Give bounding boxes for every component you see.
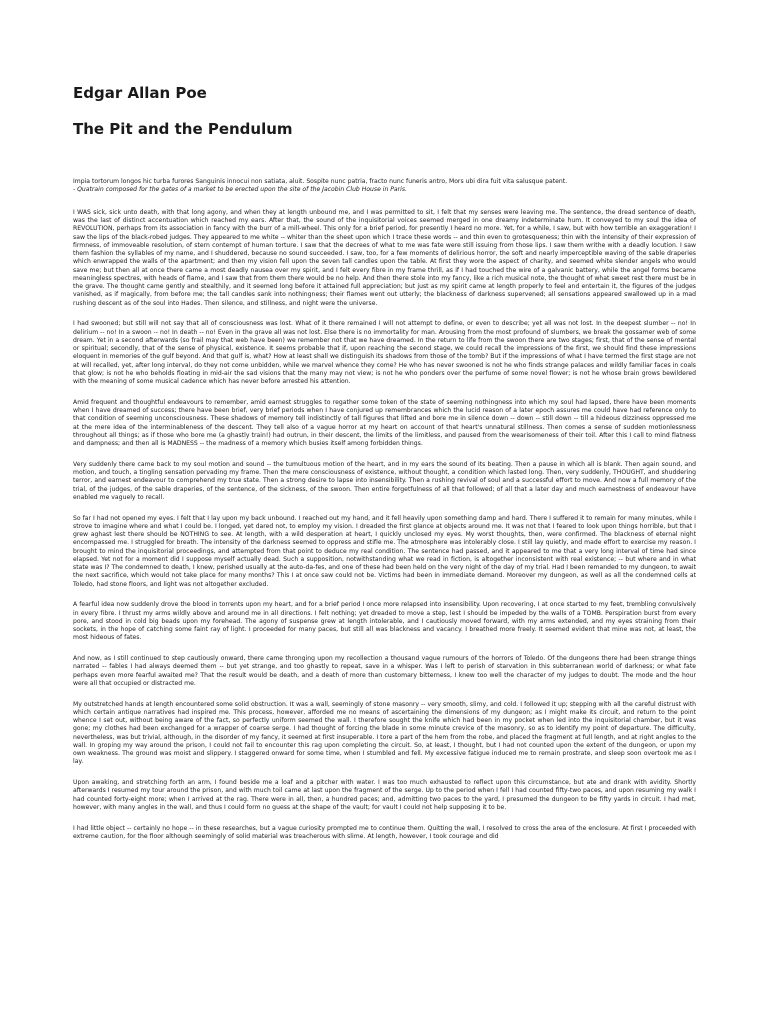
paragraph-5: So far I had not opened my eyes. I felt that I lay upon my back unbound. I reached out my hand, and it fell heavily upon something damp and hard. There I suffered it to remain for many minutes, while I strove to imagine where and what I could be. I longed, yet dared not, to employ my vision. I dreaded the first glance at objects around me. It was not that I feared to look upon things horrible, but that I grew aghast lest there should be NOTHING to see. At length, with a wild desperation at heart, I quickly unclosed my eyes. My worst thoughts, then, were confirmed. The blackness of eternal night encompassed me. I struggled for breath. The intensity of the darkness seemed to oppress and stifle me. The atmosphere was intolerably close. I still lay quietly, and made effort to exercise my reason. I brought to mind the inquisitorial proceedings, and attempted from that point to deduce my real condition. The sentence had passed, and it appeared to me that a very long interval of time had since elapsed. Yet not for a moment did I suppose myself actually dead. Such a supposition, notwithstanding what we read in fiction, is altogether inconsistent with real existence; -- but where and in what state was I? The condemned to death, I knew, perished usually at the auto-da-fes, and one of these had been held on the very night of the day of my trial. Had I been remanded to my dungeon, to await the next sacrifice, which would not take place for many months? This I at once saw could not be. Victims had been in immediate demand. Moreover my dungeon, as well as all the condemned cells at Toledo, had stone floors, and light was not altogether excluded. — [73, 514, 696, 588]
paragraph-6: A fearful idea now suddenly drove the blood in torrents upon my heart, and for a brief period I once more relapsed into insensibility. Upon recovering, I at once started to my feet, trembling convulsively in every fibre. I thrust my arms wildly above and around me in all directions. I felt nothing; yet dreaded to move a step, lest I should be impeded by the walls of a TOMB. Perspiration burst from every pore, and stood in cold big beads upon my forehead. The agony of suspense grew at length intolerable, and I cautiously moved forward, with my arms extended, and my eyes straining from their sockets, in the hope of catching some faint ray of light. I proceeded for many paces, but still all was blackness and vacancy. I breathed more freely. It seemed evident that mine was not, at least, the most hideous of fates. — [73, 601, 696, 642]
author-name: Edgar Allan Poe — [73, 84, 207, 102]
epigraph-caption: - Quatrain composed for the gates of a market to be erected upon the site of the Jacobin Club House in Paris. — [73, 186, 407, 194]
paragraph-1: I WAS sick, sick unto death, with that long agony, and when they at length unbound me, and I was permitted to sit, I felt that my senses were leaving me. The sentence, the dread sentence of death, was the last of distinct accentuation which reached my ears. After that, the sound of the inquisitorial voices seemed merged in one dreamy indeterminate hum. It conveyed to my soul the idea of REVOLUTION, perhaps from its association in fancy with the burr of a mill-wheel. This only for a brief period, for presently I heard no more. Yet, for a while, I saw, but with how terrible an exaggeration! I saw the lips of the black-robed judges. They appeared to me white -- whiter than the sheet upon which I trace these words -- and thin even to grotesqueness; thin with the intensity of their expression of firmness, of immoveable resolution, of stern contempt of human torture. I saw that the decrees of what to me was fate were still issuing from those lips. I saw them writhe with a deadly locution. I saw them fashion the syllables of my name, and I shuddered, because no sound succeeded. I saw, too, for a few moments of delirious horror, the soft and nearly imperceptible waving of the sable draperies which enwrapped the walls of the apartment; and then my vision fell upon the seven tall candles upon the table. At first they wore the aspect of charity, and seemed white slender angels who would save me; but then all at once there came a most deadly nausea over my spirit, and I felt every fibre in my frame thrill, as if I had touched the wire of a galvanic battery, while the angel forms became meaningless spectres, with heads of flame, and I saw that from them there would be no help. And then there stole into my fancy, like a rich musical note, the thought of what sweet rest there must be in the grave. The thought came gently and stealthily, and it seemed long before it attained full appreciation; but just as my spirit came at length properly to feel and entertain it, the figures of the judges vanished, as if magically, from before me; the tall candles sank into nothingness; their flames went out utterly; the blackness of darkness supervened; all sensations appeared swallowed up in a mad rushing descent as of the soul into Hades. Then silence, and stillness, and night were the universe. — [73, 208, 696, 307]
paragraph-9: Upon awaking, and stretching forth an arm, I found beside me a loaf and a pitcher with water. I was too much exhausted to reflect upon this circumstance, but ate and drank with avidity. Shortly afterwards I resumed my tour around the prison, and with much toil came at last upon the fragment of the serge. Up to the period when I fell I had counted fifty-two paces, and upon resuming my walk I had counted forty-eight more; when I arrived at the rag. There were in all, then, a hundred paces; and, admitting two paces to the yard, I presumed the dungeon to be fifty yards in circuit. I had met, however, with many angles in the wall, and thus I could form no guess at the shape of the vault; for vault I could not help supposing it to be. — [73, 779, 696, 811]
paragraph-7: And now, as I still continued to step cautiously onward, there came thronging upon my recollection a thousand vague rumours of the horrors of Toledo. Of the dungeons there had been strange things narrated -- fables I had always deemed them -- but yet strange, and too ghastly to repeat, save in a whisper. Was I left to perish of starvation in this subterranean world of darkness; or what fate perhaps even more fearful awaited me? That the result would be death, and a death of more than customary bitterness, I knew too well the character of my judges to doubt. The mode and the hour were all that occupied or distracted me. — [73, 655, 696, 687]
epigraph-latin: Impia tortorum longos hic turba furores Sanguinis innocui non satiata, aluit. Sospite nunc patria, fracto nunc funeris antro, Mors ubi dira fuit vita salusque patent. — [73, 178, 568, 185]
story-title: The Pit and the Pendulum — [73, 120, 293, 138]
paragraph-10: I had little object -- certainly no hope -- in these researches, but a vague curiosity prompted me to continue them. Quitting the wall, I resolved to cross the area of the enclosure. At first I proceeded with extreme caution, for the floor although seemingly of solid material was treacherous with slime. At length, however, I took courage and did — [73, 824, 696, 840]
epigraph — [73, 178, 696, 195]
paragraph-4: Very suddenly there came back to my soul motion and sound -- the tumultuous motion of the heart, and in my ears the sound of its beating. Then a pause in which all is blank. Then again sound, and motion, and touch, a tingling sensation pervading my frame. Then the mere consciousness of existence, without thought, a condition which lasted long. Then, very suddenly, THOUGHT, and shuddering terror, and earnest endeavour to comprehend my true state. Then a strong desire to lapse into insensibility. Then a rushing revival of soul and a successful effort to move. And now a full memory of the trial, of the judges, of the sable draperies, of the sentence, of the sickness, of the swoon. Then entire forgetfulness of all that followed; of all that a later day and much earnestness of endeavour have enabled me vaguely to recall. — [73, 460, 696, 501]
paragraph-2: I had swooned; but still will not say that all of consciousness was lost. What of it there remained I will not attempt to define, or even to describe; yet all was not lost. In the deepest slumber -- no! In delirium -- no! In a swoon -- no! In death -- no! Even in the grave all was not lost. Else there is no immortality for man. Arousing from the most profound of slumbers, we break the gossamer web of some dream. Yet in a second afterwards (so frail may that web have been) we remember not that we have dreamed. In the return to life from the swoon there are two stages; first, that of the sense of mental or spiritual; secondly, that of the sense of physical, existence. It seems probable that if, upon reaching the second stage, we could recall the impressions of the first, we should find these impressions eloquent in memories of the gulf beyond. And that gulf is, what? How at least shall we distinguish its shadows from those of the tomb? But if the impressions of what I have termed the first stage are not at will recalled, yet, after long interval, do they not come unbidden, while we marvel whence they come? He who has never swooned is not he who finds strange palaces and wildly familiar faces in coals that glow; is not he who beholds floating in mid-air the sad visions that the many may not view; is not he who ponders over the perfume of some novel flower; is not he whose brain grows bewildered with the meaning of some musical cadence which has never before arrested his attention. — [73, 320, 696, 386]
paragraph-3: Amid frequent and thoughtful endeavours to remember, amid earnest struggles to regather some token of the state of seeming nothingness into which my soul had lapsed, there have been moments when I have dreamed of success; there have been brief, very brief periods when I have conjured up remembrances which the lucid reason of a later epoch assures me could have had reference only to that condition of seeming unconsciousness. These shadows of memory tell indistinctly of tall figures that lifted and bore me in silence down -- down -- still down -- till a hideous dizziness oppressed me at the mere idea of the interminableness of the descent. They tell also of a vague horror at my heart on account of that heart's unnatural stillness. Then comes a sense of sudden motionlessness throughout all things; as if those who bore me (a ghastly train!) had outrun, in their descent, the limits of the limitless, and paused from the wearisomeness of their toil. After this I call to mind flatness and dampness; and then all is MADNESS -- the madness of a memory which busies itself among forbidden things. — [73, 398, 696, 448]
paragraph-8: My outstretched hands at length encountered some solid obstruction. It was a wall, seemingly of stone masonry -- very smooth, slimy, and cold. I followed it up; stepping with all the careful distrust with which certain antique narratives had inspired me. This process, however, afforded me no means of ascertaining the dimensions of my dungeon; as I might make its circuit, and return to the point whence I set out, without being aware of the fact, so perfectly uniform seemed the wall. I therefore sought the knife which had been in my pocket when led into the inquisitorial chamber, but it was gone; my clothes had been exchanged for a wrapper of coarse serge. I had thought of forcing the blade in some minute crevice of the masonry, so as to identify my point of departure. The difficulty, nevertheless, was but trivial, although, in the disorder of my fancy, it seemed at first insuperable. I tore a part of the hem from the robe, and placed the fragment at full length, and at right angles to the wall. In groping my way around the prison, I could not fail to encounter this rag upon completing the circuit. So, at least, I thought, but I had not counted upon the extent of the dungeon, or upon my own weakness. The ground was moist and slippery. I staggered onward for some time, when I stumbled and fell. My excessive fatigue induced me to remain prostrate, and sleep soon overtook me as I lay. — [73, 700, 696, 766]
